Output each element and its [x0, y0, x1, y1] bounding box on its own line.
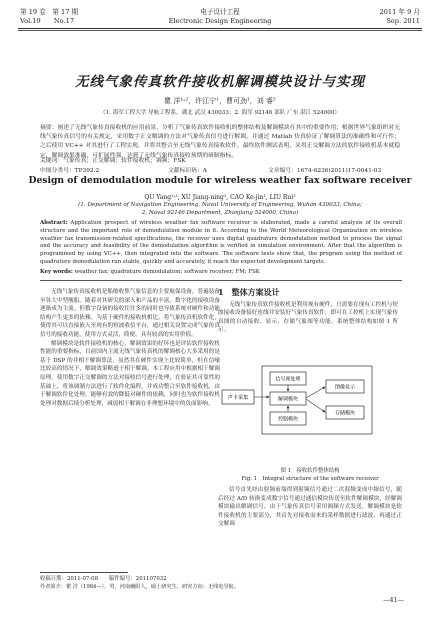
- structure-diagram: [218, 352, 402, 448]
- article-number: 文章编号：1674-6236(2011)17-0041-03: [268, 168, 382, 174]
- body-column-right: [218, 288, 398, 335]
- abstract-en: [40, 220, 402, 267]
- section-heading: 1 整体方案设计: [218, 287, 280, 297]
- paper-title-en: Design of demodulation module for wireless weather fax software receiver: [28, 175, 412, 186]
- box-save-label: 存储模块: [334, 410, 356, 417]
- classification-number: 中图分类号：TP392.2: [40, 168, 100, 174]
- authors-zh: 瞿 洋¹˒²，许江宁¹，曹可劲¹，刘 睿²: [164, 97, 276, 105]
- keywords-en: [40, 269, 260, 275]
- keywords-en-text: weather fax; quadrature demodulation; software receiver; FM; FSK: [72, 269, 260, 275]
- box-sound-card-label: 声卡采集: [227, 395, 249, 401]
- header-volume-en: Vol.19 No.17: [20, 17, 75, 25]
- abstract-en-text: Application prospect of wireless weather fax software receiver is elaborated, made a careful analysis of its overall structure and the important role of demodulation module in it. According to the World Meteorological Organization on wireless weather fax transmission-related specifications, the receiver uses digital quadrature demodulation method to process the signal and the accuracy and feasibility of the demodulation algorithm is verified in simulation environment. After that the algorithm is programmed by using VC++, then integrated into the software. The software tests show that, the program using the method of quadrature demodulation run stable, quickly and accurately, it reach the expected development targets.: [40, 220, 402, 265]
- figure-1: [218, 352, 402, 448]
- body-column-left: [40, 288, 220, 408]
- affiliation-zh: （1. 海军工程大学 导航工程系，湖北 武汉 430033；2. 海军 92146 部队 广东 湛江 524000）: [100, 110, 340, 116]
- arrow-demod-save: [306, 399, 325, 412]
- header-journal-en: Electronic Design Engineering: [168, 17, 272, 25]
- body-paragraph: 信号首先经由射频前端得到射频信号通过二次混频变成中频信号，随后经过 A/D 转换变成数字信号通过通信模块传送至软件解调模块，经解调模块输出解调信号，由于气象传真信号采用调频方式发送，解调模块是软件接收机的主要部分，其首先对接收而来的采样数据进行滤波，再通过正交解调: [218, 487, 402, 528]
- header-journal-zh: 电子设计工程: [200, 8, 240, 16]
- document-code: 文献标识码：A: [168, 168, 207, 174]
- body-paragraph: 解调模块是软件接收机的核心，解调效果的好坏也是评估软件接收机性能的重要指标，目前国内主流无线气象传真机的解调核心大多采用的是基于 DSP 的非相干解调算法，虽然其在硬件实现上比较简单，但在信噪比较高的情况下，解调效果略逊于相干解调。本工程应用中根据相干解调原理，使用数字正交解调的方法对接收信号进行处理，在验证其可靠性的基础上，将该调制方法进行了软件化编程，并成功整合至软件接收机，由于解调软件化处理，能够有效的降低对硬件的依赖，同时也为软件接收机处理对数据后续分析处理，减弱相干解调在非理想环境中的负面影响。: [40, 340, 220, 407]
- footnote-author-bio: 作者简介：瞿 洋（1984—），男，河南确阳人，硕士研究生。研究方向：无线电导航。: [40, 584, 240, 590]
- box-preprocess-label: 信号预处理: [275, 376, 301, 383]
- header-rule: [18, 28, 422, 29]
- header-volume-zh: 第 19 卷 第 17 期: [20, 8, 79, 16]
- body-paragraph: 无线气象传真软件接收机是利用现有硬件，只需要在现有工控机与短波接收设备接好连线并安装好气象传真软件，即可在工控机上实现气象传真图的自动接收、显示、存储气象图等功能。系统整体结构如图 1 所示。: [218, 301, 398, 334]
- footnote-dates: 收稿日期：2011-07-08 稿件编号：201107032: [40, 576, 167, 582]
- arrow-demod-display: [306, 387, 325, 398]
- authors-en: QU Yang¹˒², XU Jiang-ning¹, CAO Ke-jin¹, LIU Rui²: [144, 194, 296, 201]
- header-date: [380, 8, 420, 26]
- affiliation-en-1: (1. Department of Navigation Engineering, Naval University of Engineering, Wuhan 430033, China;: [78, 202, 362, 208]
- abstract-zh: 摘要：阐述了无线气象传真接收机的应用前景，分析了气象传真软件接收机的整体结构及解调模块在其中的重要作用；根据世界气象组织对无线气象传真信号的有关规定，采用数字正交解调的方法对气象传真信号进行解调，并通过 Matlab 仿真验证了解调算法的准确性和可行性；之后使用 VC++ 对其进行了工程实现，并将其整合至无线气象传真接收软件，最终软件测试表明，采用正交解调方法的软件接收机基本就稳定，解调效果准确，可扩展性强，达到了无线气象传真接收预期的研制指标。: [40, 125, 400, 159]
- keywords-en-label: Key words:: [40, 269, 73, 275]
- figure-caption-en: Fig. 1 Integral structure of the software receiver: [241, 476, 379, 482]
- abstract-en-label: Abstract:: [40, 220, 68, 226]
- header-date-en: Sep. 2011: [386, 17, 420, 25]
- header-rule-thin: [18, 30, 422, 31]
- body-paragraph: 无线气象传真接收机是船舶收集气象信息的主要航保设备，普遍装备至各大中型舰船。随着对其研究的深入和产品的丰富，数字化的接收设备逐渐成为主流。但数字设备的接收往往多的同时也导致系统对硬件和功能结构产生更多的依赖。为基于硬件的接收机相比，将气象传真机软件化，使得其可以直接嵌入至现有的短波收信平台，通过相关设置完成气象传真信号的接收功能，使用方式灵活，简便，具有较高的实用价值。: [40, 289, 220, 338]
- box-demod-label: 解调模块: [277, 396, 299, 403]
- header-journal: [0, 8, 440, 26]
- header-date-zh: 2011 年 9 月: [379, 8, 420, 16]
- body-column-right-continued: [218, 486, 402, 529]
- figure-caption-zh: 图 1 接收软件整体结构: [280, 468, 340, 474]
- box-control-label: 控制模块: [277, 416, 299, 423]
- affiliation-en-2: 2. Naval 92146 Department, Zhanjiang 524000, China): [141, 210, 299, 216]
- footnote-rule: [40, 572, 128, 573]
- page-number: —41—: [383, 596, 404, 604]
- box-display-label: 图像显示: [334, 384, 356, 391]
- paper-title-zh: 无线气象传真软件接收机解调模块设计与实现: [75, 74, 365, 90]
- section-rule: [40, 280, 402, 281]
- keywords-zh: 关键词：气象传真；正交解调；软件接收机；调频；FSK: [40, 158, 186, 164]
